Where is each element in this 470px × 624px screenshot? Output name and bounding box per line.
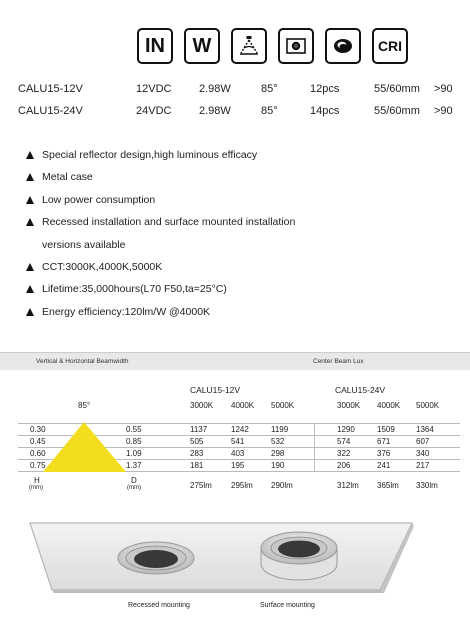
lumen-value: 365lm bbox=[377, 481, 399, 490]
lux-cell: 340 bbox=[416, 449, 430, 458]
feature-item: Energy efficiency:120lm/W @4000K bbox=[24, 306, 295, 328]
d-value: 1.37 bbox=[126, 461, 142, 470]
d-value: 0.55 bbox=[126, 425, 142, 434]
beam-cone bbox=[43, 422, 126, 472]
feature-item-continuation: versions available bbox=[42, 238, 126, 251]
feature-item: Lifetime:35,000hours(L70 F50,ta=25°C) bbox=[24, 283, 295, 305]
h-value: 0.60 bbox=[30, 449, 46, 458]
model-voltage: 24VDC bbox=[136, 105, 172, 117]
d-value: 0.85 bbox=[126, 437, 142, 446]
lux-cell: 1290 bbox=[337, 425, 355, 434]
lumen-value: 275lm bbox=[190, 481, 212, 490]
model-angle: 85° bbox=[261, 105, 278, 117]
lux-cell: 1364 bbox=[416, 425, 434, 434]
h-value: 0.30 bbox=[30, 425, 46, 434]
lux-cell: 181 bbox=[190, 461, 204, 470]
model-angle: 85° bbox=[261, 83, 278, 95]
cct-header: 3000K bbox=[190, 401, 214, 410]
group-divider bbox=[314, 423, 315, 471]
feature-item: Recessed installation and surface mounted installation bbox=[24, 216, 295, 238]
lux-cell: 607 bbox=[416, 437, 430, 446]
panel-edge bbox=[52, 590, 384, 593]
model-power: 2.98W bbox=[199, 105, 231, 117]
lux-cell: 1137 bbox=[190, 425, 208, 434]
beamwidth-header: Vertical & Horizontal Beamwidth bbox=[36, 358, 129, 365]
lux-cell: 1509 bbox=[377, 425, 395, 434]
model-voltage: 12VDC bbox=[136, 83, 172, 95]
feature-item: Metal case bbox=[24, 171, 295, 193]
watt-icon: W bbox=[184, 28, 220, 64]
cct-header: 5000K bbox=[271, 401, 295, 410]
lux-cell: 190 bbox=[271, 461, 285, 470]
lux-cell: 574 bbox=[337, 437, 351, 446]
lumen-value: 290lm bbox=[271, 481, 293, 490]
feature-item: Low power consumption bbox=[24, 194, 295, 216]
model-pcs: 14pcs bbox=[310, 105, 340, 117]
d-label: D bbox=[131, 476, 137, 485]
model-cri: >90 bbox=[434, 105, 453, 117]
cri-icon: CRI bbox=[372, 28, 408, 64]
lux-cell: 671 bbox=[377, 437, 391, 446]
lux-cell: 283 bbox=[190, 449, 204, 458]
lux-cell: 322 bbox=[337, 449, 351, 458]
recessed-caption: Recessed mounting bbox=[128, 602, 190, 609]
lux-cell: 532 bbox=[271, 437, 285, 446]
center-lux-header: Center Beam Lux bbox=[313, 358, 364, 365]
group-title: CALU15-24V bbox=[335, 385, 386, 395]
input-icon: IN bbox=[137, 28, 173, 64]
h-value: 0.45 bbox=[30, 437, 46, 446]
model-power: 2.98W bbox=[199, 83, 231, 95]
lux-cell: 241 bbox=[377, 461, 391, 470]
recessed-fixture bbox=[118, 542, 194, 574]
cct-header: 4000K bbox=[231, 401, 255, 410]
lux-cell: 403 bbox=[231, 449, 245, 458]
model-pcs: 12pcs bbox=[310, 83, 340, 95]
lux-cell: 505 bbox=[190, 437, 204, 446]
cct-header: 4000K bbox=[377, 401, 401, 410]
model-size: 55/60mm bbox=[374, 105, 420, 117]
lux-cell: 217 bbox=[416, 461, 430, 470]
model-name: CALU15-24V bbox=[18, 105, 83, 117]
d-value: 1.09 bbox=[126, 449, 142, 458]
lumen-value: 330lm bbox=[416, 481, 438, 490]
lux-cell: 376 bbox=[377, 449, 391, 458]
group-title: CALU15-12V bbox=[190, 385, 241, 395]
cct-header: 3000K bbox=[337, 401, 361, 410]
mounting-illustration bbox=[28, 520, 418, 594]
feature-item: Special reflector design,high luminous efficacy bbox=[24, 149, 295, 171]
h-unit: (mm) bbox=[29, 485, 43, 491]
lumen-value: 295lm bbox=[231, 481, 253, 490]
feature-item: CCT:3000K,4000K,5000K bbox=[24, 261, 295, 283]
lux-cell: 195 bbox=[231, 461, 245, 470]
d-unit: (mm) bbox=[127, 485, 141, 491]
lumen-value: 312lm bbox=[337, 481, 359, 490]
h-label: H bbox=[34, 476, 40, 485]
beam-cone-diagram bbox=[40, 422, 130, 474]
surface-caption: Surface mounting bbox=[260, 602, 315, 609]
lux-cell: 541 bbox=[231, 437, 245, 446]
h-value: 0.75 bbox=[30, 461, 46, 470]
lux-cell: 298 bbox=[271, 449, 285, 458]
lux-cell: 1199 bbox=[271, 425, 289, 434]
model-cri: >90 bbox=[434, 83, 453, 95]
model-name: CALU15-12V bbox=[18, 83, 83, 95]
ceiling-panel bbox=[30, 523, 412, 590]
model-size: 55/60mm bbox=[374, 83, 420, 95]
surface-fixture bbox=[261, 532, 337, 580]
cct-header: 5000K bbox=[416, 401, 440, 410]
beam-angle-label: 85° bbox=[78, 401, 91, 410]
lux-cell: 206 bbox=[337, 461, 351, 470]
lux-cell: 1242 bbox=[231, 425, 249, 434]
